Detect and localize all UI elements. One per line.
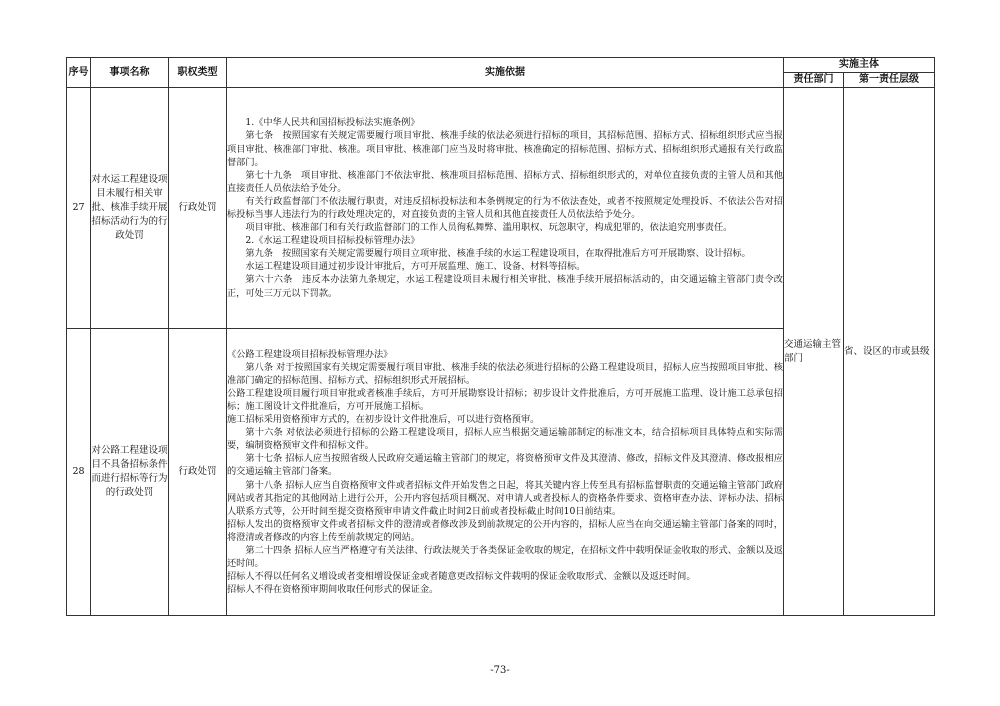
basis-paragraph: 第二十四条 招标人应当严格遵守有关法律、行政法规关于各类保证金收取的规定，在招标文件中载明保证金收取的形式、金额以及返还时间。 — [227, 545, 783, 570]
header-subject: 实施主体 — [784, 58, 935, 73]
page-number: -73- — [490, 665, 510, 676]
basis-paragraph: 《公路工程建设项目招标投标管理办法》 — [227, 348, 393, 360]
table-row — [67, 88, 935, 329]
header-level: 第一责任层级 — [844, 73, 935, 88]
header-name: 事项名称 — [91, 58, 169, 88]
row-responsible-dept: 交通运输主管部门 — [784, 88, 844, 616]
basis-paragraph: 水运工程建设项目通过初步设计审批后，方可开展监理、施工、设备、材料等招标。 — [245, 261, 586, 273]
basis-paragraph: 第七十九条 项目审批、核准部门不依法审批、核准项目招标范围、招标方式、招标组织形式的，对单位直接负责的主管人员和其他直接责任人员依法给予处分。 — [227, 169, 783, 194]
basis-paragraph: 招标人发出的资格预审文件或者招标文件的澄清或者修改涉及到前款规定的公开内容的，招标人应当在向交通运输主管部门备案的同时，将澄清或者修改的内容上传至前款规定的网站。 — [227, 518, 783, 543]
basis-paragraph: 1.《中华人民共和国招标投标法实施条例》 — [245, 117, 420, 129]
row-item-name: 对公路工程建设项目不具备招标条件而进行招标等行为的行政处罚 — [91, 329, 169, 616]
basis-paragraph: 第八条 对于按照国家有关规定需要履行项目审批、核准手续的依法必须进行招标的公路工程建设项目，招标人应当按照项目审批、核准部门确定的招标范围、招标方式、招标组织形式开展招标。 — [227, 361, 783, 386]
basis-paragraph: 第十八条 招标人应当自资格预审文件或者招标文件开始发售之日起，将其关键内容上传至具有招标监督职责的交通运输主管部门政府网站或者其指定的其他网站上进行公开，公开内容包括项目概况、对申请人或者投标人的资格条件要求、资格审查办法、评标办法、招标人联系方式等，公开时间至提交资格预审申请文件截止时间2日前或者投标截止时间10日前结束。 — [227, 479, 783, 517]
row-power-type: 行政处罚 — [169, 329, 227, 616]
row-basis — [227, 88, 784, 329]
row-seq: 27 — [67, 88, 91, 329]
header-seq: 序号 — [67, 58, 91, 88]
header-basis: 实施依据 — [227, 58, 784, 88]
basis-paragraph: 第九条 按照国家有关规定需要履行项目立项审批、核准手续的水运工程建设项目，在取得批准后方可开展勘察、设计招标。 — [245, 248, 751, 260]
basis-paragraph: 第七条 按照国家有关规定需要履行项目审批、核准手续的依法必须进行招标的项目，其招标范围、招标方式、招标组织形式应当报项目审批、核准部门审批、核准。项目审批、核准部门应当及时将审批、核准确定的招标范围、招标方式、招标组织形式通报有关行政监督部门。 — [227, 130, 783, 168]
enforcement-table — [66, 57, 935, 616]
basis-paragraph: 公路工程建设项目履行项目审批或者核准手续后，方可开展勘察设计招标；初步设计文件批准后，方可开展施工监理、设计施工总承包招标；施工图设计文件批准后，方可开展施工招标。 — [227, 387, 783, 412]
row-power-type: 行政处罚 — [169, 88, 227, 329]
basis-paragraph: 项目审批、核准部门和有关行政监督部门的工作人员徇私舞弊、滥用职权、玩忽职守，构成犯罪的，依法追究刑事责任。 — [245, 222, 733, 234]
row-basis — [227, 329, 784, 616]
basis-paragraph: 有关行政监督部门不依法履行职责，对违反招标投标法和本条例规定的行为不依法查处，或者不按照规定处理投诉、不依法公告对招标投标当事人违法行为的行政处理决定的，对直接负责的主管人员和其他直接责任人员依法给予处分。 — [227, 195, 783, 220]
row-seq: 28 — [67, 329, 91, 616]
basis-paragraph: 第六十六条 违反本办法第九条规定，水运工程建设项目未履行相关审批、核准手续开展招标活动的，由交通运输主管部门责令改正，可处三万元以下罚款。 — [227, 274, 783, 299]
header-dept: 责任部门 — [784, 73, 844, 88]
basis-paragraph: 第十七条 招标人应当按照省级人民政府交通运输主管部门的规定，将资格预审文件及其澄清、修改，招标文件及其澄清、修改报相应的交通运输主管部门备案。 — [227, 453, 783, 478]
basis-paragraph: 施工招标采用资格预审方式的，在初步设计文件批准后，可以进行资格预审。 — [227, 414, 540, 426]
basis-paragraph: 招标人不得在资格预审期间收取任何形式的保证金。 — [227, 584, 439, 596]
row-item-name: 对水运工程建设项目未履行相关审批、核准手续开展招标活动行为的行政处罚 — [91, 88, 169, 329]
basis-paragraph: 第十六条 对依法必须进行招标的公路工程建设项目，招标人应当根据交通运输部制定的标准文本，结合招标项目具体特点和实际需要，编制资格预审文件和招标文件。 — [227, 427, 783, 452]
basis-paragraph: 招标人不得以任何名义增设或者变相增设保证金或者随意更改招标文件载明的保证金收取形式、金额以及返还时间。 — [227, 571, 696, 583]
row-responsibility-level: 省、设区的市或县级 — [844, 88, 935, 616]
header-type: 职权类型 — [169, 58, 227, 88]
basis-paragraph: 2.《水运工程建设项目招标投标管理办法》 — [245, 235, 420, 247]
